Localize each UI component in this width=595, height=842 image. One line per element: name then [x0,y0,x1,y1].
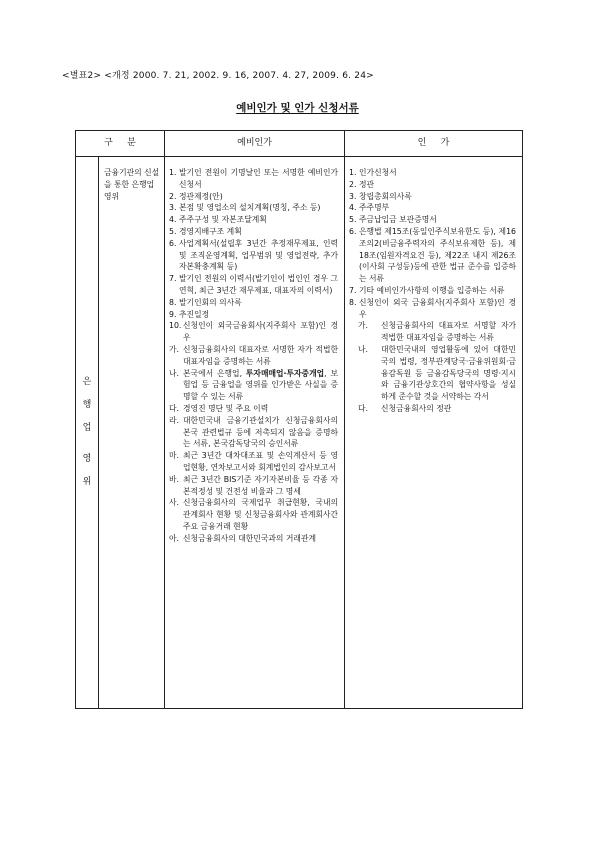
item-number: 1. [169,168,177,177]
document-title [0,100,595,115]
table-header-row [76,131,523,157]
sub-list-item [169,415,338,450]
category-char: 은 [82,377,92,387]
item-text: 발기인회의 의사록 [179,297,242,307]
item-number: 3. [349,191,357,201]
list-item [349,226,516,285]
list-item [349,214,516,226]
item-text: 정관제정(안) [179,191,223,201]
item-text: 창립총회의사록 [359,191,412,201]
item-number: 9. [169,309,177,319]
subitem-text: 신청금융회사의 국제업무 취급현황, 국내의 관계회사 현황 및 신청금융회사와 관계회사간 주요 금융거래 현황 [183,498,339,531]
item-text: 기타 예비인가사항의 이행을 입증하는 서류 [359,285,505,295]
item-text: 정관 [359,179,375,189]
subitem-marker: 아. [169,533,180,543]
list-item [349,179,516,191]
final-cell [345,157,523,709]
category-char: 영 [82,454,92,464]
list-item [169,273,338,297]
subitem-text: 경영진 명단 및 주요 이력 [183,403,269,413]
subitem-marker: 바. [169,474,180,484]
item-number: 5. [169,226,177,236]
subitem-text: 최근 3년간 대차대조표 및 손익계산서 등 영업현황, 연차보고서와 회계법인의 감사보고서 [183,451,339,472]
subitem-marker: 가. [358,321,369,331]
subitem-marker: 라. [169,415,180,425]
subitem-text: 대한민국내 금융기관설치가 신청금융회사의 본국 관련법규 등에 저촉되지 않음을 증명하는 서류, 본국감독당국의 승인서류 [183,415,339,449]
item-text: 본점 및 영업소의 설치계획(명칭, 주소 등) [179,203,321,213]
item-text: 경영지배구조 계획 [179,226,242,236]
list-item [169,309,338,321]
subitem-text-part: , 보험업 등 금융업을 영위를 인가받은 사실을 증명할 수 있는 서류 [183,368,339,402]
preliminary-cell [165,157,345,709]
list-item [169,214,338,226]
list-item [169,238,338,273]
item-number: 6. [169,238,177,248]
subitem-text: 최근 3년간 BIS기준 자기자본비율 등 각종 자본적정성 및 건전성 비율과 그 명세 [183,474,339,496]
category-char: 업 [82,423,92,433]
subitem-marker: 마. [169,451,180,461]
sub-list-item [169,533,338,545]
item-number: 1. [349,168,357,177]
subitem-text-part: 본국에서 은행업, [183,368,246,378]
subitem-marker: 나. [169,368,180,378]
list-item [349,297,516,321]
item-number: 8. [169,297,177,307]
list-item [349,285,516,297]
subitem-text: 신청금융회사의 대표자로 서명한 자가 적법한 대표자임을 증명하는 서류 [183,344,339,366]
item-number: 4. [169,215,177,225]
item-number: 10. [169,321,182,331]
item-number: 2. [349,179,357,189]
item-number: 4. [349,203,357,213]
table-row [76,157,523,709]
application-documents-table [75,130,523,709]
sub-list-item [169,344,338,368]
sub-list-item [349,320,516,344]
sub-list-item [169,474,338,498]
subitem-text: 신청금융회사의 대표자로 서명할 자가 적법한 대표자임을 증명하는 서류 [381,321,517,343]
subitem-marker: 다. [358,403,369,413]
item-text: 추진일정 [179,309,210,319]
item-text: 주주구성 및 자본조달계획 [179,215,267,225]
subcategory-text: 금융기관의 신설을 통한 은행업 영위 [104,168,160,201]
amendment-header: <별표2> <개정 2000. 7. 21, 2002. 9. 16, 2007. 4. 27, 2009. 6. 24> [62,71,374,81]
list-item [349,191,516,203]
header-final: 인 가 [345,131,523,157]
document-title-text: 예비인가 및 인가 신청서류 [236,102,359,114]
item-text: 신청인이 외국 금융회사(지주회사 포함)인 경우 [359,297,517,319]
subitem-text: 대한민국내의 영업활동에 있어 대한민국의 법령, 정부관계당국·금융위원회·금융감독원 등 금융감독당국의 명령·지시와 금융기관상호간의 협약사항을 성실하게 준수할 것을 서약하는 각서 [381,344,517,402]
item-text: 주주명부 [359,203,390,213]
subitem-marker: 사. [169,498,180,508]
item-number: 6. [349,226,357,236]
sub-list-item [349,403,516,415]
item-number: 5. [349,215,357,225]
subitem-marker: 다. [169,403,180,413]
subitem-text [183,368,338,403]
list-item [169,226,338,238]
list-item [349,202,516,214]
item-text: 은행법 제15조(동일인주식보유한도 등), 제16조의2(비금융주력자의 주식보유제한 등), 제18조(임원자격요건 등), 제22조 내지 제26조(이사회 구성등)등에 관한 법규 준수를 입증하는 서류 [359,226,517,284]
list-item [349,167,516,179]
list-item [169,191,338,203]
sub-list-item [169,368,338,403]
category-char: 위 [82,477,92,487]
item-number: 7. [169,274,177,284]
list-item [169,167,338,191]
item-text: 신청인이 외국금융회사(지주회사 포함)인 경우 [183,321,339,343]
item-text: 주금납입금 보관증명서 [359,215,437,225]
item-number: 8. [349,297,357,307]
header-preliminary: 예비인가 [165,131,345,157]
subcategory-cell [99,157,165,709]
item-text: 인가신청서 [359,168,397,177]
item-number: 2. [169,191,177,201]
sub-list-item [349,344,516,403]
category-char: 행 [82,400,92,410]
subitem-text: 신청금융회사의 정관 [381,403,452,413]
sub-list-item [169,450,338,474]
subitem-text-bold: 투자매매업·투자중개업 [245,368,325,378]
sub-list-item [169,403,338,415]
list-item [169,320,338,344]
item-number: 3. [169,203,177,213]
sub-list-item [169,497,338,532]
subitem-marker: 나. [358,344,369,354]
list-item [169,202,338,214]
item-text: 발기인 전원의 이력서(발기인이 법인인 경우 그 연혁, 최근 3년간 재무제표, 대표자의 이력서) [179,274,339,295]
header-gubun: 구 분 [76,131,165,157]
subitem-marker: 가. [169,344,180,354]
subitem-text: 신청금융회사의 대한민국과의 거래관계 [183,533,317,543]
list-item [169,297,338,309]
item-text: 사업계획서(설립후 3년간 추정재무제표, 인력 및 조직운영계획, 업무범위 및 영업전략, 추가자본확충계획 등) [179,238,339,272]
item-number: 7. [349,285,357,295]
category-cell [76,157,99,709]
item-text: 발기인 전원이 기명날인 또는 서명한 예비인가 신청서 [179,168,339,189]
